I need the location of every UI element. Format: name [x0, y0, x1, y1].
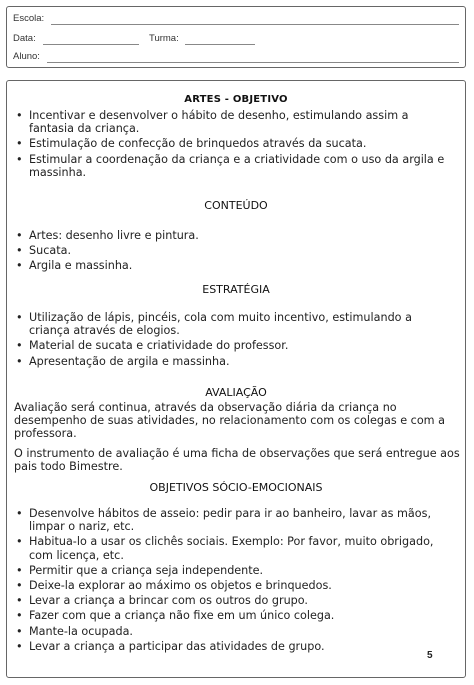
artes-list [16, 109, 456, 181]
student-label: Aluno: [13, 51, 40, 62]
conteudo-title: CONTEÚDO [204, 199, 268, 212]
avaliacao-paragraph-1: Avaliação será continua, através da observação diária da criança no desempenho de suas atividades, no relacionamento com os colegas e com a professora. [14, 401, 445, 441]
avaliacao-title: AVALIAÇÃO [205, 386, 267, 399]
list-item: • Artes: desenho livre e pintura. [16, 229, 199, 242]
list-item: • Levar a criança a brincar com os outros do grupo. [16, 594, 308, 608]
socio-title: OBJETIVOS SÓCIO-EMOCIONAIS [149, 481, 323, 494]
school-label: Escola: [13, 13, 45, 24]
date-label: Data: [13, 33, 36, 44]
conteudo-list [16, 229, 456, 275]
artes-title: ARTES - OBJETIVO [184, 94, 288, 105]
list-item: • Estimular a coordenação da criança e a criatividade com o uso da argila e massinha. [16, 152, 445, 179]
list-item: • Utilização de lápis, pincéis, cola com muito incentivo, estimulando a criança através de elogios. [16, 311, 412, 338]
class-field [185, 44, 255, 45]
student-field [47, 62, 459, 63]
date-field [43, 44, 139, 45]
list-item: • Material de sucata e criatividade do professor. [16, 339, 289, 353]
class-label: Turma: [149, 33, 179, 44]
list-item: • Incentivar e desenvolver o hábito de desenho, estimulando assim a fantasia da criança. [16, 109, 409, 136]
list-item: • Estimulação de confecção de brinquedos através da sucata. [16, 137, 367, 151]
list-item: • Argila e massinha. [16, 259, 133, 273]
list-item: • Fazer com que a criança não fixe em um único colega. [16, 609, 335, 623]
socio-list [16, 507, 456, 655]
list-item: • Sucata. [16, 244, 71, 258]
estrategia-title: ESTRATÉGIA [202, 283, 270, 296]
list-item: • Permitir que a criança seja independente. [16, 563, 264, 577]
list-item: • Levar a criança a participar das atividades de grupo. [16, 639, 325, 653]
page-number: 5 [427, 650, 433, 661]
list-item: • Habitua-lo a usar os clichês sociais. Exemplo: Por favor, muito obrigado, com licença, etc. [16, 535, 434, 562]
list-item: • Deixe-la explorar ao máximo os objetos e brinquedos. [16, 579, 332, 593]
header-form [6, 6, 466, 68]
avaliacao-paragraph-2: O instrumento de avaliação é uma ficha de observações que será entregue aos pais todo Bimestre. [14, 447, 460, 474]
list-item: • Desenvolve hábitos de asseio: pedir para ir ao banheiro, lavar as mãos, limpar o nariz, etc. [16, 507, 432, 534]
school-field [51, 24, 459, 25]
estrategia-list [16, 311, 456, 370]
list-item: • Mante-la ocupada. [16, 624, 133, 638]
list-item: • Apresentação de argila e massinha. [16, 354, 230, 368]
